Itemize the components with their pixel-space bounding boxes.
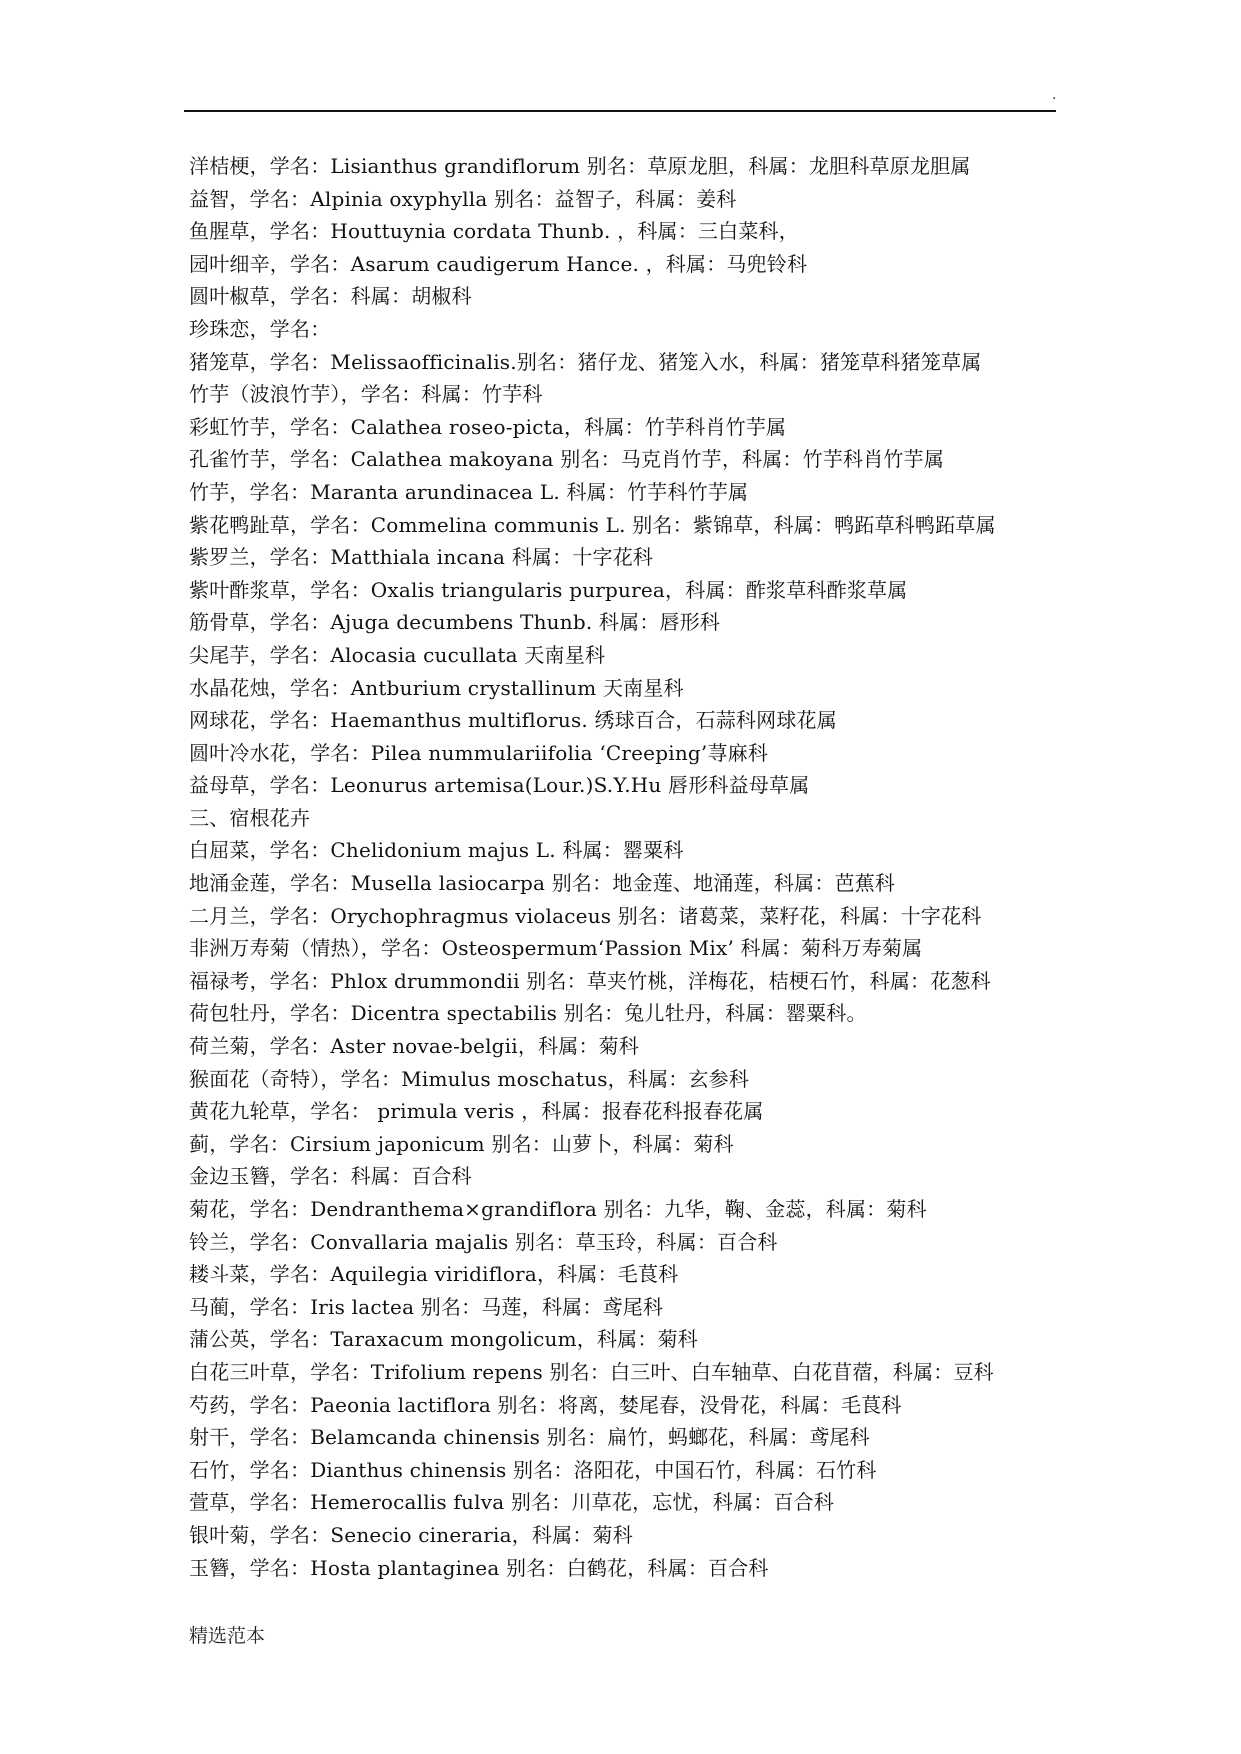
list-item: 紫叶酢浆草，学名：Oxalis triangularis purpurea，科属：酢浆草科酢浆草属 (189, 577, 908, 602)
list-item: 萱草，学名：Hemerocallis fulva 别名：川草花，忘忧，科属：百合科 (189, 1490, 835, 1515)
list-item: 射干，学名：Belamcanda chinensis 别名：扁竹，蚂螂花，科属：鸢尾科 (189, 1425, 870, 1450)
header-rule (184, 110, 1056, 112)
list-item: 珍珠恋，学名： (189, 316, 331, 341)
list-item: 地涌金莲，学名：Musella lasiocarpa 别名：地金莲、地涌莲，科属：芭蕉科 (189, 871, 896, 896)
list-item: 马蔺，学名：Iris lactea 别名：马莲，科属：鸢尾科 (189, 1294, 664, 1319)
list-item: 竹芋（波浪竹芋），学名：科属：竹芋科 (189, 382, 543, 407)
list-item: 三、宿根花卉 (189, 805, 311, 830)
list-item: 洋桔梗，学名：Lisianthus grandiflorum 别名：草原龙胆，科属：龙胆科草原龙胆属 (189, 154, 971, 178)
plant-list (189, 150, 1069, 1584)
list-item: 水晶花烛，学名：Antburium crystallinum 天南星科 (189, 675, 684, 700)
list-item: 孔雀竹芋，学名：Calathea makoyana 别名：马克肖竹芋，科属：竹芋科肖竹芋属 (189, 447, 945, 472)
list-item: 石竹，学名：Dianthus chinensis 别名：洛阳花，中国石竹，科属：石竹科 (189, 1457, 877, 1482)
list-item: 网球花，学名：Haemanthus multiflorus. 绣球百合，石蒜科网球花属 (189, 708, 837, 733)
list-item: 黄花九轮草，学名： primula veris ，科属：报春花科报春花属 (189, 1099, 764, 1124)
header-mark: . (1052, 87, 1057, 103)
list-item: 紫罗兰，学名：Matthiala incana 科属：十字花科 (189, 545, 654, 570)
list-item: 尖尾芋，学名：Alocasia cucullata 天南星科 (189, 642, 606, 667)
list-item: 彩虹竹芋，学名：Calathea roseo-picta，科属：竹芋科肖竹芋属 (189, 414, 787, 439)
list-item: 耧斗菜，学名：Aquilegia viridiflora，科属：毛茛科 (189, 1262, 679, 1287)
list-item: 益智，学名：Alpinia oxyphylla 别名：益智子，科属：姜科 (189, 186, 737, 211)
list-item: 玉簪，学名：Hosta plantaginea 别名：白鹤花，科属：百合科 (189, 1555, 769, 1580)
footer-text: 精选范本 (189, 1625, 266, 1647)
list-item: 芍药，学名：Paeonia lactiflora 别名：将离，婪尾春，没骨花，科属：毛茛科 (189, 1392, 902, 1417)
list-item: 鱼腥草，学名：Houttuynia cordata Thunb. ，科属：三白菜科， (189, 219, 799, 244)
list-item: 益母草，学名：Leonurus artemisa(Lour.)S.Y.Hu 唇形科益母草属 (189, 773, 810, 798)
list-item: 筋骨草，学名：Ajuga decumbens Thunb. 科属：唇形科 (189, 610, 721, 635)
list-item: 紫花鸭趾草，学名：Commelina communis L. 别名：紫锦草，科属：鸭跖草科鸭跖草属 (189, 512, 996, 537)
list-item: 白屈菜，学名：Chelidonium majus L. 科属：罂粟科 (189, 838, 684, 863)
list-item: 铃兰，学名：Convallaria majalis 别名：草玉玲，科属：百合科 (189, 1229, 778, 1254)
list-item: 猴面花（奇特），学名：Mimulus moschatus，科属：玄参科 (189, 1066, 750, 1091)
list-item: 荷兰菊，学名：Aster novae-belgii，科属：菊科 (189, 1034, 640, 1059)
list-item: 荷包牡丹，学名：Dicentra spectabilis 别名：兔儿牡丹，科属：罂粟科。 (189, 1001, 867, 1026)
list-item: 银叶菊，学名：Senecio cineraria，科属：菊科 (189, 1522, 633, 1547)
list-item: 福禄考，学名：Phlox drummondii 别名：草夹竹桃，洋梅花，桔梗石竹，科属：花葱科 (189, 968, 991, 993)
list-item: 白花三叶草，学名：Trifolium repens 别名：白三叶、白车轴草、白花苜蓿，科属：豆科 (189, 1359, 994, 1384)
list-item: 园叶细辛，学名：Asarum caudigerum Hance. ，科属：马兜铃科 (189, 251, 808, 276)
list-item: 蒲公英，学名：Taraxacum mongolicum，科属：菊科 (189, 1327, 698, 1352)
list-item: 猪笼草，学名：Melissaofficinalis.别名：猪仔龙、猪笼入水，科属：猪笼草科猪笼草属 (189, 349, 982, 374)
list-item: 圆叶冷水花，学名：Pilea nummulariifolia ‘Creeping’荨麻科 (189, 740, 769, 765)
list-item: 蓟，学名：Cirsium japonicum 别名：山萝卜，科属：菊科 (189, 1131, 734, 1156)
list-item: 菊花，学名：Dendranthema×grandiflora 别名：九华，鞠、金蕊，科属：菊科 (189, 1197, 927, 1221)
list-item: 圆叶椒草，学名：科属：胡椒科 (189, 284, 472, 309)
list-item: 竹芋，学名：Maranta arundinacea L. 科属：竹芋科竹芋属 (189, 479, 749, 504)
list-item: 金边玉簪，学名：科属：百合科 (189, 1164, 472, 1189)
list-item: 非洲万寿菊（情热），学名：Osteospermum‘Passion Mix’ 科属：菊科万寿菊属 (189, 936, 923, 961)
list-item: 二月兰，学名：Orychophragmus violaceus 别名：诸葛菜，菜籽花，科属：十字花科 (189, 903, 982, 928)
